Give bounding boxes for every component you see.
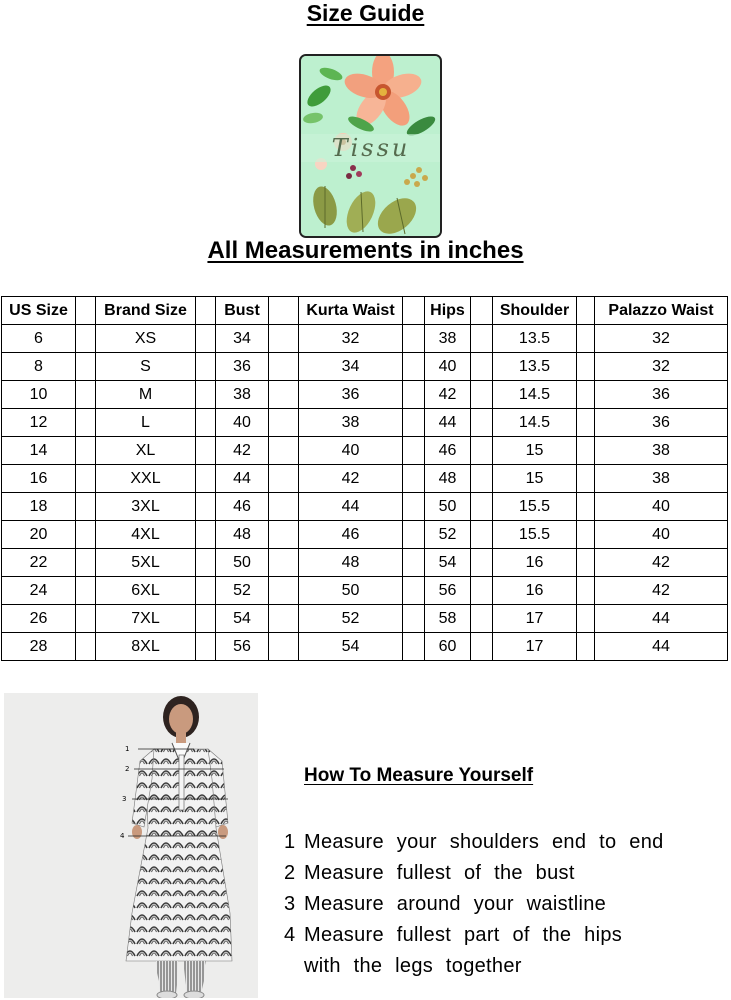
table-cell: 50 [299,577,403,605]
table-cell: 44 [425,409,471,437]
table-cell [196,521,216,549]
table-cell [403,381,425,409]
table-cell [403,437,425,465]
table-cell [269,633,299,661]
table-row [2,605,728,633]
table-cell: 44 [299,493,403,521]
table-cell: 40 [299,437,403,465]
table-cell: 38 [425,325,471,353]
table-cell [577,605,595,633]
table-cell: 36 [595,381,728,409]
table-cell: 50 [216,549,269,577]
table-cell [471,437,493,465]
table-cell [269,521,299,549]
table-cell: 48 [425,465,471,493]
table-cell [403,605,425,633]
table-cell [76,633,96,661]
table-cell: 16 [493,577,577,605]
table-cell: 16 [493,549,577,577]
table-cell: 52 [299,605,403,633]
table-cell: 52 [216,577,269,605]
table-cell [76,409,96,437]
step-text: Measure around your waistline [304,893,607,915]
table-cell: 48 [299,549,403,577]
table-cell [471,465,493,493]
table-cell: 42 [216,437,269,465]
table-cell [269,381,299,409]
table-cell [269,325,299,353]
table-cell [471,409,493,437]
table-cell: 46 [425,437,471,465]
marker-1: 1 [125,745,130,753]
table-cell [403,465,425,493]
step-item [284,920,664,951]
table-cell [196,493,216,521]
column-header: Bust [216,297,269,325]
table-cell [471,577,493,605]
table-cell [76,549,96,577]
table-cell: 4XL [96,521,196,549]
size-chart-table [1,296,728,661]
table-cell: 8 [2,353,76,381]
step-item [284,858,664,889]
page-title: Size Guide [306,0,425,26]
table-row [2,633,728,661]
table-cell: 8XL [96,633,196,661]
table-cell: 42 [425,381,471,409]
table-cell [269,549,299,577]
marker-2: 2 [125,765,130,773]
table-cell [471,353,493,381]
table-cell: 46 [299,521,403,549]
table-row [2,381,728,409]
table-cell [76,437,96,465]
table-cell [403,549,425,577]
table-cell [577,381,595,409]
table-cell: 15 [493,465,577,493]
table-cell: 18 [2,493,76,521]
table-row [2,493,728,521]
column-header [269,297,299,325]
column-header: US Size [2,297,76,325]
table-cell: 20 [2,521,76,549]
step-number: 1 [284,831,296,853]
table-cell [269,353,299,381]
table-cell: 24 [2,577,76,605]
table-cell: 40 [595,493,728,521]
table-cell [196,549,216,577]
table-cell: 54 [299,633,403,661]
table-cell: XL [96,437,196,465]
table-cell [269,437,299,465]
table-cell [269,493,299,521]
table-row [2,549,728,577]
table-cell [269,577,299,605]
table-cell: 13.5 [493,325,577,353]
floral-logo-icon [301,56,440,236]
table-cell [577,633,595,661]
table-cell [76,465,96,493]
table-cell: XXL [96,465,196,493]
table-cell: 52 [425,521,471,549]
step-number: 3 [284,893,296,915]
table-cell: 38 [595,437,728,465]
table-cell [577,465,595,493]
table-cell [76,381,96,409]
table-cell [76,605,96,633]
table-cell [471,605,493,633]
table-cell: 17 [493,633,577,661]
table-cell: 40 [216,409,269,437]
table-cell: 26 [2,605,76,633]
table-cell: 42 [595,549,728,577]
table-cell [269,605,299,633]
table-cell: 22 [2,549,76,577]
how-to-measure-title: How To Measure Yourself [304,765,534,786]
table-row [2,437,728,465]
step-item [284,827,664,858]
table-cell: 10 [2,381,76,409]
column-header [403,297,425,325]
table-cell: 42 [595,577,728,605]
table-cell: 46 [216,493,269,521]
table-cell: 13.5 [493,353,577,381]
table-cell: 12 [2,409,76,437]
table-cell [577,493,595,521]
brand-logo-text: Tissu [331,134,411,162]
table-cell: XS [96,325,196,353]
table-cell: 44 [595,633,728,661]
table-cell [471,325,493,353]
marker-4: 4 [120,832,125,840]
table-cell: M [96,381,196,409]
table-cell: 15.5 [493,493,577,521]
table-cell: 7XL [96,605,196,633]
table-cell [577,325,595,353]
table-row [2,577,728,605]
table-cell: 36 [299,381,403,409]
table-cell: S [96,353,196,381]
table-cell [76,493,96,521]
column-header: Brand Size [96,297,196,325]
column-header [76,297,96,325]
table-cell [196,633,216,661]
table-cell: 6XL [96,577,196,605]
table-cell: 50 [425,493,471,521]
table-cell [577,549,595,577]
table-cell [403,521,425,549]
table-cell [196,465,216,493]
table-cell: 14.5 [493,409,577,437]
table-cell [196,437,216,465]
column-header [471,297,493,325]
table-cell [577,409,595,437]
table-cell [76,353,96,381]
table-cell: 5XL [96,549,196,577]
step-item [284,889,664,920]
step-text: Measure fullest part of the hips [304,924,623,946]
table-cell: 56 [425,577,471,605]
table-row [2,521,728,549]
table-cell [403,353,425,381]
marker-3: 3 [122,795,127,803]
model-figure-icon [4,693,258,998]
table-cell: 48 [216,521,269,549]
table-cell [196,605,216,633]
table-cell: 32 [299,325,403,353]
table-row [2,325,728,353]
table-cell [577,353,595,381]
table-cell: 15 [493,437,577,465]
table-cell: 36 [216,353,269,381]
table-cell [471,521,493,549]
measurement-steps [284,827,664,982]
table-cell: 34 [299,353,403,381]
column-header: Shoulder [493,297,577,325]
step-text-continuation: with the legs together [304,955,522,977]
table-cell: 36 [595,409,728,437]
table-cell [471,633,493,661]
table-cell: 15.5 [493,521,577,549]
table-cell [76,325,96,353]
table-cell [403,577,425,605]
table-cell: 54 [216,605,269,633]
table-row [2,409,728,437]
column-header [577,297,595,325]
table-cell [269,409,299,437]
table-cell: 17 [493,605,577,633]
step-text: Measure fullest of the bust [304,862,575,884]
table-cell: 44 [216,465,269,493]
table-cell [471,381,493,409]
table-cell: 60 [425,633,471,661]
table-cell [196,409,216,437]
column-header: Hips [425,297,471,325]
step-number: 2 [284,862,296,884]
table-cell [403,409,425,437]
table-cell: 38 [216,381,269,409]
brand-logo [299,54,442,238]
table-cell: 40 [425,353,471,381]
step-text: Measure your shoulders end to end [304,831,664,853]
column-header: Palazzo Waist [595,297,728,325]
table-cell: 32 [595,325,728,353]
step-number: 4 [284,924,296,946]
column-header [196,297,216,325]
table-cell [196,381,216,409]
table-row [2,465,728,493]
table-cell [471,493,493,521]
table-cell [403,325,425,353]
table-cell: 58 [425,605,471,633]
table-cell [76,577,96,605]
table-header-row [2,297,728,325]
table-cell: 3XL [96,493,196,521]
table-cell [196,353,216,381]
table-row [2,353,728,381]
table-cell [577,577,595,605]
table-cell: 56 [216,633,269,661]
table-cell: 34 [216,325,269,353]
table-cell: 44 [595,605,728,633]
measurement-figure [4,693,258,998]
table-cell: 16 [2,465,76,493]
table-cell [76,521,96,549]
column-header: Kurta Waist [299,297,403,325]
table-cell: 54 [425,549,471,577]
table-cell [403,633,425,661]
table-cell [196,325,216,353]
table-cell: 38 [299,409,403,437]
table-cell: 6 [2,325,76,353]
table-cell: 14 [2,437,76,465]
page-subtitle: All Measurements in inches [207,237,524,264]
table-cell [196,577,216,605]
table-cell: L [96,409,196,437]
table-cell [471,549,493,577]
table-cell [269,465,299,493]
table-cell: 42 [299,465,403,493]
table-cell [403,493,425,521]
table-cell: 28 [2,633,76,661]
table-cell: 14.5 [493,381,577,409]
table-cell [577,437,595,465]
table-cell: 38 [595,465,728,493]
table-cell: 40 [595,521,728,549]
table-cell [577,521,595,549]
table-cell: 32 [595,353,728,381]
